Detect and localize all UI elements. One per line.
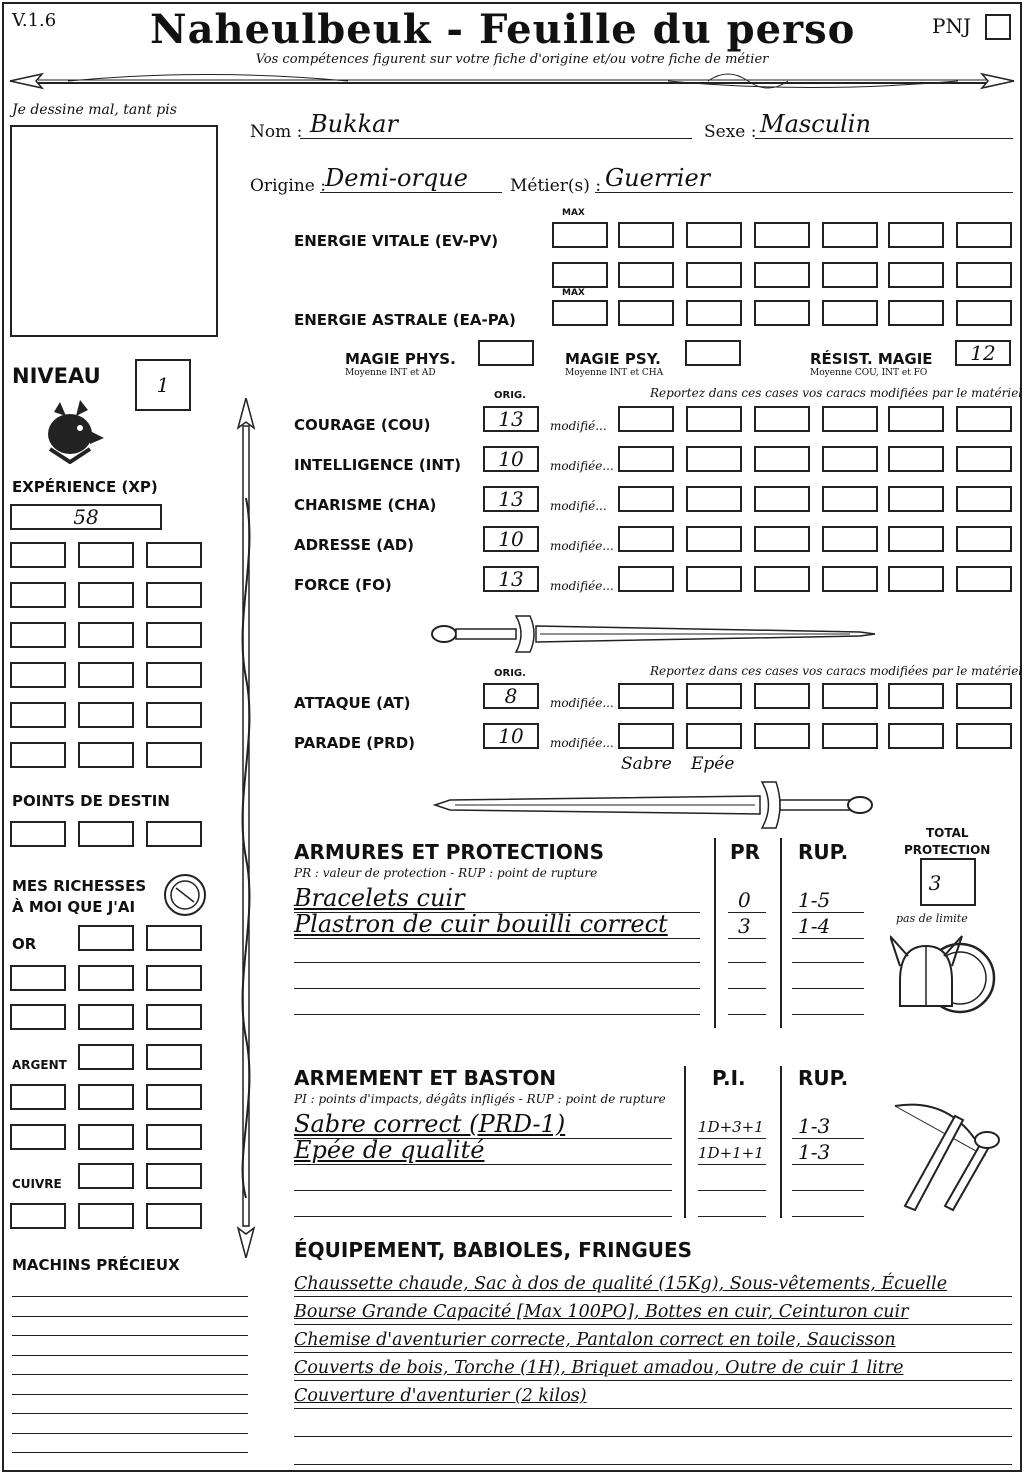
attaque-modif-box-5[interactable]	[956, 683, 1012, 709]
armement-line-3[interactable]	[294, 1216, 672, 1217]
destin-box-2[interactable]	[146, 821, 202, 847]
machins-line-7[interactable]	[12, 1433, 248, 1434]
armure-line-3[interactable]	[294, 988, 700, 989]
money-box-1-1[interactable]	[78, 965, 134, 991]
money-box-3-2[interactable]	[146, 1044, 202, 1070]
origine-label: Origine :	[250, 176, 326, 196]
money-box-3-1[interactable]	[78, 1044, 134, 1070]
armure-pr-line-1[interactable]	[728, 938, 766, 939]
carac-modif-box-2-0[interactable]	[618, 486, 674, 512]
armement-name-1: Epée de qualité	[294, 1136, 485, 1164]
equip-line-2[interactable]	[294, 1352, 1012, 1353]
ea-box-4[interactable]	[822, 300, 878, 326]
destin-box-0[interactable]	[10, 821, 66, 847]
sword-icon-2	[430, 780, 880, 830]
xp-box-0-1[interactable]	[78, 542, 134, 568]
carac-modif-box-4-5[interactable]	[956, 566, 1012, 592]
carac-modif-label-4: modifiée...	[550, 579, 614, 593]
armement-rup-line-0[interactable]	[792, 1138, 864, 1139]
carac-orig-value-2: 13	[498, 487, 524, 511]
parade-modif-box-1[interactable]	[686, 723, 742, 749]
carac-label-1: INTELLIGENCE (INT)	[294, 456, 461, 474]
xp-box-5-2[interactable]	[146, 742, 202, 768]
money-box-1-2[interactable]	[146, 965, 202, 991]
ev-box-1-4[interactable]	[822, 262, 878, 288]
armures-rup-header: RUP.	[798, 840, 849, 864]
weapon-1-label: Sabre	[621, 754, 672, 774]
attaque-modif-box-4[interactable]	[888, 683, 944, 709]
version-label: V.1.6	[12, 10, 57, 31]
attaque-label: ATTAQUE (AT)	[294, 694, 411, 712]
carac-modif-label-0: modifié...	[550, 419, 607, 433]
carac-label-3: ADRESSE (AD)	[294, 536, 415, 554]
armement-pi-line-2[interactable]	[698, 1190, 766, 1191]
money-box-0-1[interactable]	[78, 925, 134, 951]
armure-rup-0: 1-5	[798, 888, 831, 912]
xp-box-2-2[interactable]	[146, 622, 202, 648]
parade-modif-box-3[interactable]	[822, 723, 878, 749]
ea-max-label: MAX	[562, 288, 585, 298]
armement-line-1[interactable]	[294, 1164, 672, 1165]
carac-orig-value-1: 10	[498, 447, 524, 471]
parade-orig-value: 10	[498, 724, 524, 748]
argent-label: ARGENT	[12, 1058, 67, 1072]
money-box-4-2[interactable]	[146, 1084, 202, 1110]
ev-box-0-2[interactable]	[686, 222, 742, 248]
carac-modif-box-2-5[interactable]	[956, 486, 1012, 512]
ea-box-2[interactable]	[686, 300, 742, 326]
xp-box-4-1[interactable]	[78, 702, 134, 728]
sword-icon	[430, 612, 880, 656]
ev-box-0-0[interactable]	[552, 222, 608, 248]
page-subtitle: Vos compétences figurent sur votre fiche d'origine et/ou votre fiche de métier	[255, 52, 769, 67]
armure-line-4[interactable]	[294, 1014, 700, 1015]
nom-label: Nom :	[250, 122, 303, 142]
armement-pi-header: P.I.	[712, 1066, 746, 1090]
magie-phys-note: Moyenne INT et AD	[345, 368, 436, 378]
ev-box-1-6[interactable]	[956, 262, 1012, 288]
xp-box-3-0[interactable]	[10, 662, 66, 688]
equipement-title: ÉQUIPEMENT, BABIOLES, FRINGUES	[294, 1238, 693, 1262]
ea-label: ENERGIE ASTRALE (EA-PA)	[294, 311, 516, 329]
xp-box-2-1[interactable]	[78, 622, 134, 648]
armement-pi-1: 1D+1+1	[698, 1144, 764, 1162]
or-label: OR	[12, 935, 37, 953]
carac-modif-label-2: modifié...	[550, 499, 607, 513]
helmet-shield-icon	[890, 926, 1000, 1032]
armement-name-0: Sabre correct (PRD-1)	[294, 1110, 566, 1138]
carac-label-4: FORCE (FO)	[294, 576, 392, 594]
carac-modif-box-3-1[interactable]	[686, 526, 742, 552]
armure-rup-1: 1-4	[798, 914, 831, 938]
ea-box-6[interactable]	[956, 300, 1012, 326]
magie-psy-box[interactable]	[685, 340, 741, 366]
ea-box-3[interactable]	[754, 300, 810, 326]
weapon-2-label: Epée	[691, 754, 735, 774]
attaque-modif-box-0[interactable]	[618, 683, 674, 709]
attaque-orig-value: 8	[504, 684, 518, 708]
equip-line-4[interactable]	[294, 1408, 1012, 1409]
ev-box-1-1[interactable]	[618, 262, 674, 288]
xp-box-3-2[interactable]	[146, 662, 202, 688]
carac-modif-box-3-0[interactable]	[618, 526, 674, 552]
experience-label: EXPÉRIENCE (XP)	[12, 478, 158, 496]
xp-box-1-0[interactable]	[10, 582, 66, 608]
resist-magie-note: Moyenne COU, INT et FO	[810, 368, 928, 378]
carac-modif-box-4-3[interactable]	[822, 566, 878, 592]
page-title: Naheulbeuk - Feuille du perso	[150, 6, 856, 53]
ev-box-0-5[interactable]	[888, 222, 944, 248]
armement-rup-line-2[interactable]	[792, 1190, 864, 1191]
armure-pr-line-4[interactable]	[728, 1014, 766, 1015]
armures-note: PR : valeur de protection - RUP : point de rupture	[294, 866, 598, 880]
experience-value: 58	[73, 505, 99, 529]
carac-modif-box-4-4[interactable]	[888, 566, 944, 592]
xp-box-1-2[interactable]	[146, 582, 202, 608]
carac-modif-box-2-3[interactable]	[822, 486, 878, 512]
carac-modif-box-1-3[interactable]	[822, 446, 878, 472]
ev-max-label: MAX	[562, 208, 585, 218]
carac-modif-box-0-3[interactable]	[822, 406, 878, 432]
spear-icon	[228, 398, 264, 1258]
xp-box-4-0[interactable]	[10, 702, 66, 728]
carac-modif-box-4-0[interactable]	[618, 566, 674, 592]
armure-rup-line-2[interactable]	[792, 962, 864, 963]
money-box-7-1[interactable]	[78, 1203, 134, 1229]
carac-label-2: CHARISME (CHA)	[294, 496, 437, 514]
ea-box-1[interactable]	[618, 300, 674, 326]
carac-modif-box-1-4[interactable]	[888, 446, 944, 472]
niveau-value: 1	[156, 373, 170, 397]
parade-modif-box-0[interactable]	[618, 723, 674, 749]
equip-line-5[interactable]	[294, 1436, 1012, 1437]
money-box-4-1[interactable]	[78, 1084, 134, 1110]
ev-box-0-4[interactable]	[822, 222, 878, 248]
carac-modif-box-4-1[interactable]	[686, 566, 742, 592]
carac-modif-box-0-1[interactable]	[686, 406, 742, 432]
carac-modif-box-1-0[interactable]	[618, 446, 674, 472]
money-box-1-0[interactable]	[10, 965, 66, 991]
cuivre-label: CUIVRE	[12, 1177, 62, 1191]
ea-box-0[interactable]	[552, 300, 608, 326]
armement-pi-line-0[interactable]	[698, 1138, 766, 1139]
money-box-4-0[interactable]	[10, 1084, 66, 1110]
armement-rup-header: RUP.	[798, 1066, 849, 1090]
dragon-icon	[40, 394, 106, 464]
carac-modif-box-3-2[interactable]	[754, 526, 810, 552]
money-box-6-2[interactable]	[146, 1163, 202, 1189]
magie-psy-label: MAGIE PSY.	[565, 350, 661, 368]
armure-pr-0: 0	[738, 888, 751, 912]
money-box-6-1[interactable]	[78, 1163, 134, 1189]
caracs-orig-label: ORIG.	[494, 390, 526, 401]
armure-pr-line-0[interactable]	[728, 912, 766, 913]
money-box-5-0[interactable]	[10, 1124, 66, 1150]
ev-box-1-0[interactable]	[552, 262, 608, 288]
money-box-5-1[interactable]	[78, 1124, 134, 1150]
pnj-checkbox[interactable]	[985, 14, 1011, 40]
carac-modif-box-0-2[interactable]	[754, 406, 810, 432]
carac-modif-label-1: modifiée...	[550, 459, 614, 473]
machins-label: MACHINS PRÉCIEUX	[12, 1256, 180, 1274]
xp-box-0-2[interactable]	[146, 542, 202, 568]
equip-text-0: Chaussette chaude, Sac à dos de qualité (15Kg), Sous-vêtements, Écuelle	[294, 1274, 948, 1294]
machins-line-0[interactable]	[12, 1296, 248, 1297]
armement-pi-line-3[interactable]	[698, 1216, 766, 1217]
armement-rup-0: 1-3	[798, 1114, 831, 1138]
machins-line-8[interactable]	[12, 1452, 248, 1453]
carac-label-0: COURAGE (COU)	[294, 416, 431, 434]
parade-label: PARADE (PRD)	[294, 734, 416, 752]
armure-rup-line-4[interactable]	[792, 1014, 864, 1015]
ev-box-1-3[interactable]	[754, 262, 810, 288]
ev-box-0-3[interactable]	[754, 222, 810, 248]
parade-modif-box-4[interactable]	[888, 723, 944, 749]
xp-box-5-1[interactable]	[78, 742, 134, 768]
equip-text-3: Couverts de bois, Torche (1H), Briquet amadou, Outre de cuir 1 litre	[294, 1358, 904, 1378]
armures-pr-header: PR	[730, 840, 761, 864]
pnj-label: PNJ	[932, 14, 971, 38]
parade-modif-label: modifiée...	[550, 736, 614, 750]
money-box-2-2[interactable]	[146, 1004, 202, 1030]
machins-line-5[interactable]	[12, 1394, 248, 1395]
combat-report-note: Reportez dans ces cases vos caracs modifiées par le matériel	[650, 664, 1023, 678]
portrait-caption: Je dessine mal, tant pis	[12, 102, 177, 118]
richesses-label-2: À MOI QUE J'AI	[12, 898, 136, 916]
carac-modif-box-0-4[interactable]	[888, 406, 944, 432]
machins-line-3[interactable]	[12, 1355, 248, 1356]
niveau-label: NIVEAU	[12, 364, 101, 388]
carac-modif-box-1-1[interactable]	[686, 446, 742, 472]
money-box-7-0[interactable]	[10, 1203, 66, 1229]
money-box-2-0[interactable]	[10, 1004, 66, 1030]
total-label-1: TOTAL	[926, 826, 969, 840]
attaque-modif-box-3[interactable]	[822, 683, 878, 709]
carac-orig-value-4: 13	[498, 567, 524, 591]
armement-note: PI : points d'impacts, dégâts infligés - RUP : point de rupture	[294, 1092, 666, 1106]
total-label-2: PROTECTION	[904, 843, 991, 857]
equip-text-1: Bourse Grande Capacité [Max 100PO], Bottes en cuir, Ceinturon cuir	[294, 1302, 909, 1322]
sexe-label: Sexe :	[704, 122, 757, 142]
portrait-box[interactable]	[10, 125, 218, 337]
magie-phys-box[interactable]	[478, 340, 534, 366]
xp-box-4-2[interactable]	[146, 702, 202, 728]
equip-text-4: Couverture d'aventurier (2 kilos)	[294, 1386, 587, 1406]
armure-rup-line-1[interactable]	[792, 938, 864, 939]
carac-modif-box-1-5[interactable]	[956, 446, 1012, 472]
armement-title: ARMEMENT ET BASTON	[294, 1066, 557, 1090]
carac-modif-box-0-5[interactable]	[956, 406, 1012, 432]
money-box-2-1[interactable]	[78, 1004, 134, 1030]
equip-line-3[interactable]	[294, 1380, 1012, 1381]
total-protection-value: 3	[928, 871, 942, 895]
metier-label: Métier(s) :	[510, 176, 602, 196]
ev-box-1-5[interactable]	[888, 262, 944, 288]
destin-label: POINTS DE DESTIN	[12, 792, 170, 810]
armement-pi-line-1[interactable]	[698, 1164, 766, 1165]
carac-modif-box-3-4[interactable]	[888, 526, 944, 552]
money-box-7-2[interactable]	[146, 1203, 202, 1229]
resist-magie-value: 12	[970, 341, 996, 365]
equip-line-0[interactable]	[294, 1296, 1012, 1297]
attaque-modif-box-2[interactable]	[754, 683, 810, 709]
armure-pr-line-3[interactable]	[728, 988, 766, 989]
attaque-modif-label: modifiée...	[550, 696, 614, 710]
parade-modif-box-5[interactable]	[956, 723, 1012, 749]
carac-modif-box-2-4[interactable]	[888, 486, 944, 512]
carac-orig-value-0: 13	[498, 407, 524, 431]
destin-box-1[interactable]	[78, 821, 134, 847]
nom-value[interactable]: Bukkar	[310, 110, 398, 138]
carac-modif-box-4-2[interactable]	[754, 566, 810, 592]
armure-line-2[interactable]	[294, 962, 700, 963]
machins-line-6[interactable]	[12, 1413, 248, 1414]
ev-box-0-1[interactable]	[618, 222, 674, 248]
xp-box-2-0[interactable]	[10, 622, 66, 648]
xp-box-0-0[interactable]	[10, 542, 66, 568]
magie-psy-note: Moyenne INT et CHA	[565, 368, 664, 378]
resist-magie-label: RÉSIST. MAGIE	[810, 350, 933, 368]
equip-line-6[interactable]	[294, 1464, 1012, 1465]
armement-rup-1: 1-3	[798, 1140, 831, 1164]
armure-name-1: Plastron de cuir bouilli correct	[294, 910, 668, 938]
magie-phys-label: MAGIE PHYS.	[345, 350, 456, 368]
machins-line-4[interactable]	[12, 1374, 248, 1375]
combat-orig-label: ORIG.	[494, 668, 526, 679]
armement-rup-line-3[interactable]	[792, 1216, 864, 1217]
armure-name-0: Bracelets cuir	[294, 884, 465, 912]
coin-icon	[162, 872, 208, 918]
carac-modif-box-2-2[interactable]	[754, 486, 810, 512]
xp-box-5-0[interactable]	[10, 742, 66, 768]
armement-rup-line-1[interactable]	[792, 1164, 864, 1165]
armure-rup-line-3[interactable]	[792, 988, 864, 989]
parade-modif-box-2[interactable]	[754, 723, 810, 749]
armure-rup-line-0[interactable]	[792, 912, 864, 913]
weapons-icon	[885, 1096, 1007, 1220]
armement-pi-0: 1D+3+1	[698, 1118, 764, 1136]
ev-label: ENERGIE VITALE (EV-PV)	[294, 232, 499, 250]
limit-note: pas de limite	[896, 912, 968, 925]
carac-modif-box-0-0[interactable]	[618, 406, 674, 432]
arrow-divider-icon	[8, 68, 1016, 98]
origine-value[interactable]: Demi-orque	[325, 164, 468, 192]
armures-title: ARMURES ET PROTECTIONS	[294, 840, 604, 864]
carac-modif-box-3-3[interactable]	[822, 526, 878, 552]
armure-pr-line-2[interactable]	[728, 962, 766, 963]
machins-line-2[interactable]	[12, 1335, 248, 1336]
sexe-value[interactable]: Masculin	[760, 110, 871, 138]
equip-text-2: Chemise d'aventurier correcte, Pantalon correct en toile, Saucisson	[294, 1330, 896, 1350]
xp-box-3-1[interactable]	[78, 662, 134, 688]
carac-modif-box-1-2[interactable]	[754, 446, 810, 472]
caracs-report-note: Reportez dans ces cases vos caracs modifiées par le matériel	[650, 386, 1023, 400]
carac-modif-box-2-1[interactable]	[686, 486, 742, 512]
xp-box-1-1[interactable]	[78, 582, 134, 608]
ev-box-0-6[interactable]	[956, 222, 1012, 248]
armement-line-2[interactable]	[294, 1190, 672, 1191]
richesses-label-1: MES RICHESSES	[12, 877, 147, 895]
carac-orig-value-3: 10	[498, 527, 524, 551]
carac-modif-box-3-5[interactable]	[956, 526, 1012, 552]
carac-modif-label-3: modifiée...	[550, 539, 614, 553]
armure-line-1[interactable]	[294, 938, 700, 939]
money-box-5-2[interactable]	[146, 1124, 202, 1150]
equip-line-1[interactable]	[294, 1324, 1012, 1325]
money-box-0-2[interactable]	[146, 925, 202, 951]
attaque-modif-box-1[interactable]	[686, 683, 742, 709]
ev-box-1-2[interactable]	[686, 262, 742, 288]
metier-value[interactable]: Guerrier	[605, 164, 711, 192]
ea-box-5[interactable]	[888, 300, 944, 326]
armure-pr-1: 3	[738, 914, 751, 938]
machins-line-1[interactable]	[12, 1316, 248, 1317]
